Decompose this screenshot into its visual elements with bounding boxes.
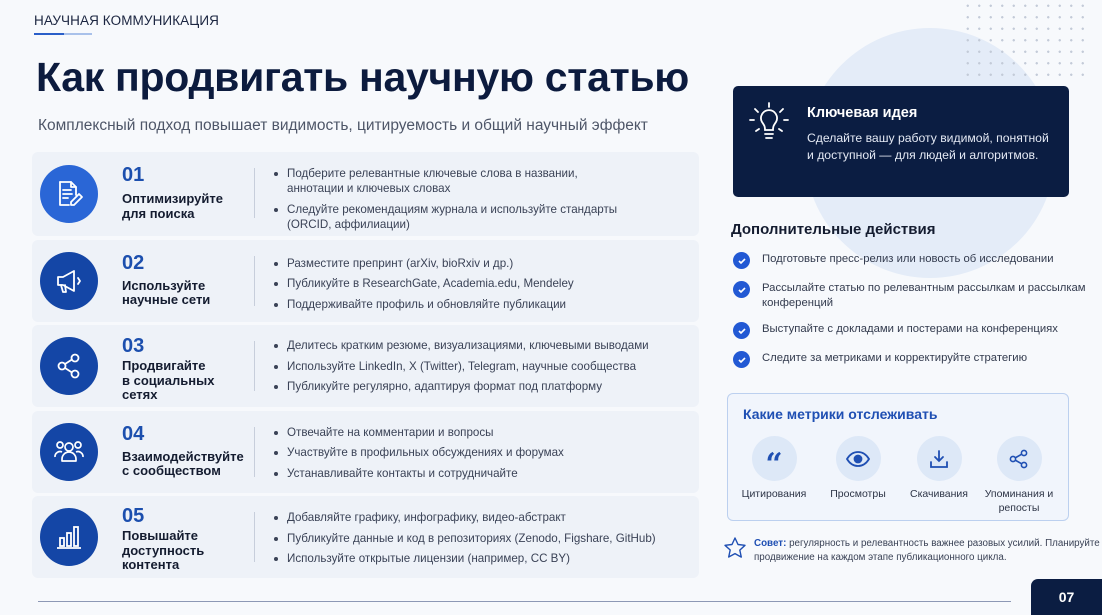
- step-card: [32, 411, 699, 493]
- metric-downloads: Скачивания: [899, 436, 979, 502]
- additional-actions-list: [733, 252, 1093, 380]
- bar-chart-icon: [40, 508, 98, 566]
- bullet-item: Разместите препринт (arXiv, bioRxiv и др.): [272, 256, 574, 271]
- action-item: Подготовьте пресс-релиз или новость об исследовании: [733, 252, 1093, 267]
- section-kicker: НАУЧНАЯ КОММУНИКАЦИЯ: [34, 13, 220, 28]
- step-number: 02: [122, 251, 145, 274]
- decorative-dot-grid: [962, 0, 1092, 82]
- megaphone-icon: [40, 252, 98, 310]
- divider: [254, 168, 255, 218]
- star-icon: [724, 537, 746, 563]
- step-bullets: [272, 510, 656, 572]
- bullet-item: Поддерживайте профиль и обновляйте публикации: [272, 297, 574, 312]
- bullet-item: Добавляйте графику, инфографику, видео-абстракт: [272, 510, 656, 525]
- step-bullets: [272, 256, 574, 318]
- metric-citations: “ Цитирования: [734, 436, 814, 502]
- step-number: 04: [122, 422, 145, 445]
- bullet-item: Публикуйте в ResearchGate, Academia.edu, Mendeley: [272, 276, 574, 291]
- step-card: [32, 240, 699, 322]
- step-number: 03: [122, 335, 145, 357]
- bullet-item: Используйте LinkedIn, X (Twitter), Telegram, научные сообщества: [272, 359, 649, 374]
- tip-text: Совет: регулярность и релевантность важнее разовых усилий. Планируйте продвижение на каждом этапе публикационного цикла.: [754, 538, 1100, 563]
- action-item: Рассылайте статью по релевантным рассылкам и рассылкам конференций: [733, 281, 1093, 311]
- check-icon: [733, 351, 750, 368]
- step-number: 05: [122, 505, 145, 527]
- step-bullets: [272, 166, 652, 237]
- key-idea-text: Сделайте вашу работу видимой, понятной и доступной — для людей и алгоритмов.: [807, 131, 1049, 162]
- bullet-item: Публикуйте регулярно, адаптируя формат под платформу: [272, 379, 649, 394]
- bullet-item: Используйте открытые лицензии (например, CC BY): [272, 551, 656, 566]
- check-icon: [733, 252, 750, 269]
- share-icon: [40, 337, 98, 395]
- divider: [254, 427, 255, 477]
- divider: [254, 256, 255, 306]
- steps-list: [32, 152, 699, 582]
- check-icon: [733, 322, 750, 339]
- action-item: Следите за метриками и корректируйте стратегию: [733, 351, 1093, 366]
- lightbulb-icon: [747, 100, 791, 151]
- kicker-underline: [34, 33, 92, 35]
- step-title: Используйте научные сети: [122, 277, 211, 307]
- metric-views: Просмотры: [818, 436, 898, 502]
- step-card: [32, 496, 699, 578]
- bullet-item: Устанавливайте контакты и сотрудничайте: [272, 466, 564, 481]
- page-subtitle: Комплексный подход повышает видимость, цитируемость и общий научный эффект: [38, 117, 648, 134]
- additional-actions-title: Дополнительные действия: [731, 221, 936, 238]
- bullet-item: Подберите релевантные ключевые слова в названии, аннотации и ключевых словах: [272, 166, 582, 196]
- key-idea-title: Ключевая идея: [807, 105, 918, 121]
- bullet-item: Следуйте рекомендациям журнала и используйте стандарты (ORCID, аффилиации): [272, 202, 652, 232]
- metrics-card: [727, 393, 1069, 521]
- share-icon: [997, 436, 1042, 481]
- action-item: Выступайте с докладами и постерами на конференциях: [733, 322, 1093, 337]
- eye-icon: [836, 436, 881, 481]
- page-number: 07: [1031, 579, 1102, 615]
- metrics-title: Какие метрики отслеживать: [743, 406, 938, 422]
- step-title: Повышайте доступность контента: [122, 528, 205, 572]
- bullet-item: Делитесь кратким резюме, визуализациями, ключевыми выводами: [272, 338, 649, 353]
- divider: [254, 341, 255, 391]
- page-title: Как продвигать научную статью: [36, 54, 689, 100]
- community-icon: [40, 423, 98, 481]
- step-bullets: [272, 338, 649, 400]
- key-idea-card: [733, 86, 1069, 197]
- step-bullets: [272, 425, 564, 487]
- bullet-item: Отвечайте на комментарии и вопросы: [272, 425, 564, 440]
- step-title: Оптимизируйте для поиска: [122, 191, 223, 221]
- divider: [254, 512, 255, 562]
- document-edit-icon: [40, 165, 98, 223]
- step-card: [32, 152, 699, 236]
- step-number: 01: [122, 164, 145, 186]
- download-icon: [917, 436, 962, 481]
- bullet-item: Участвуйте в профильных обсуждениях и форумах: [272, 445, 564, 460]
- quote-icon: “: [752, 436, 797, 481]
- step-card: [32, 325, 699, 407]
- check-icon: [733, 281, 750, 298]
- bullet-item: Публикуйте данные и код в репозиториях (Zenodo, Figshare, GitHub): [272, 531, 656, 546]
- footer-divider: [38, 601, 1011, 602]
- metric-mentions: Упоминания и репосты: [979, 436, 1059, 515]
- step-title: Продвигайте в социальных сетях: [122, 358, 215, 402]
- step-title: Взаимодействуйте с сообществом: [122, 448, 244, 478]
